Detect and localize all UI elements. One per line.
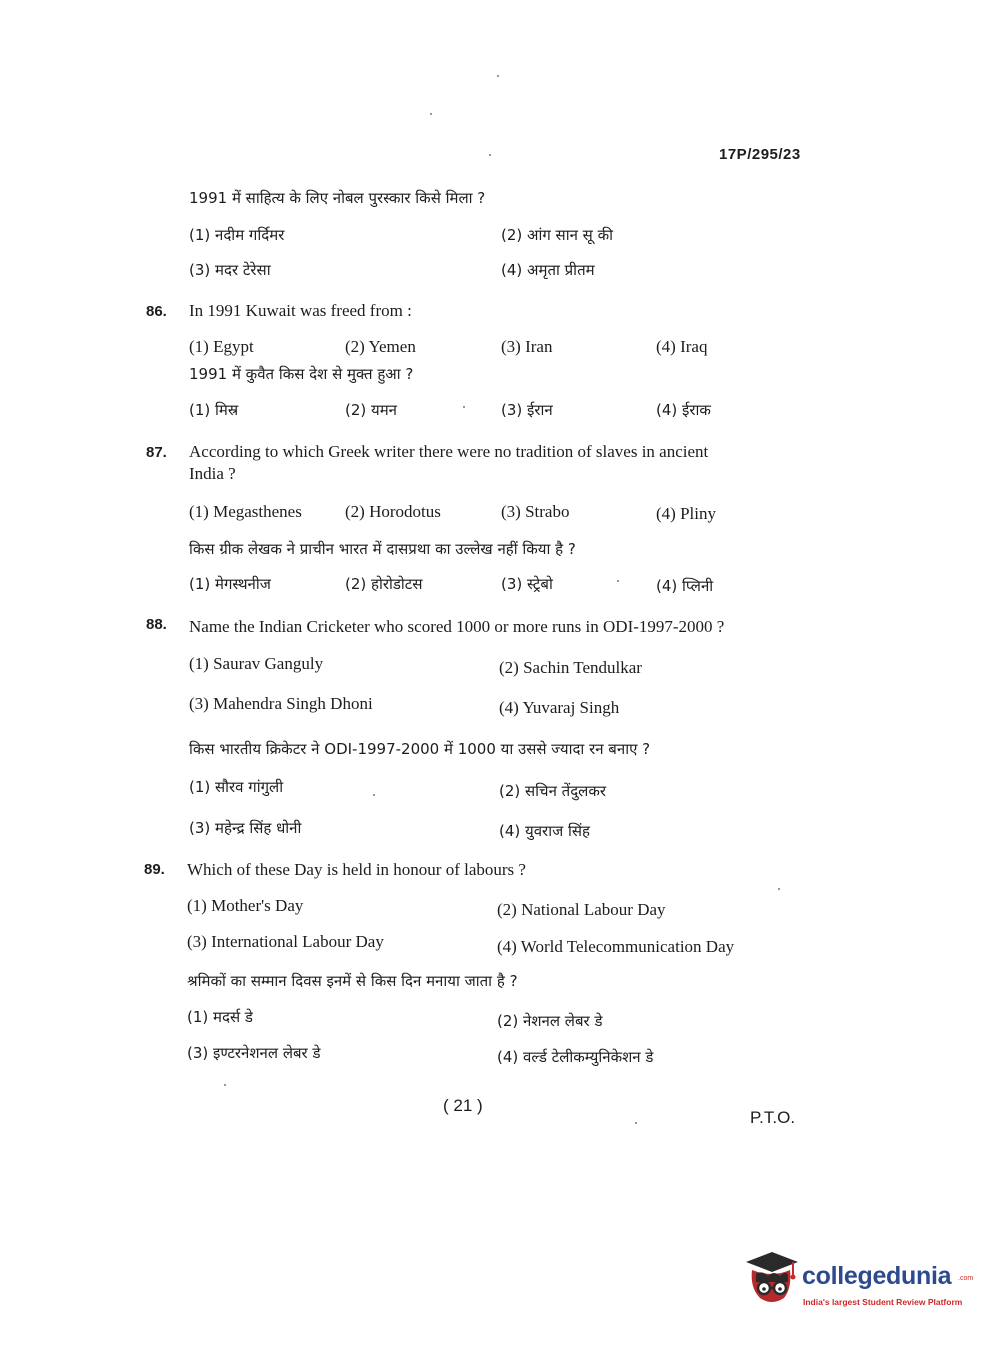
paper-code: 17P/295/23 bbox=[719, 146, 801, 163]
q87-option-3: (3) Strabo bbox=[501, 502, 570, 521]
scan-speck bbox=[489, 154, 491, 156]
q89-option-3: (3) International Labour Day bbox=[187, 932, 384, 951]
q85-hindi-option-3: (3) मदर टेरेसा bbox=[189, 261, 271, 279]
q86-number: 86. bbox=[146, 303, 167, 320]
q86-option-4: (4) Iraq bbox=[656, 337, 708, 356]
q86-option-3: (3) Iran bbox=[501, 337, 553, 356]
q87-option-2: (2) Horodotus bbox=[345, 502, 441, 521]
q88-hindi-option-1: (1) सौरव गांगुली bbox=[189, 778, 284, 796]
q88-hindi-question: किस भारतीय क्रिकेटर ने ODI-1997-2000 में 1000 या उससे ज्यादा रन बनाए ? bbox=[189, 740, 651, 758]
q86-hindi-option-4: (4) ईराक bbox=[656, 401, 711, 419]
scan-speck bbox=[778, 888, 780, 890]
q89-hindi-question: श्रमिकों का सम्मान दिवस इनमें से किस दिन मनाया जाता है ? bbox=[187, 972, 518, 990]
q88-option-2: (2) Sachin Tendulkar bbox=[499, 658, 642, 677]
q85-hindi-question: 1991 में साहित्य के लिए नोबल पुरस्कार किसे मिला ? bbox=[189, 189, 486, 207]
q86-hindi-option-1: (1) मिस्र bbox=[189, 401, 239, 419]
scan-speck bbox=[617, 580, 619, 582]
scan-speck bbox=[430, 113, 432, 115]
page-number: ( 21 ) bbox=[443, 1096, 483, 1115]
q87-question-line1: According to which Greek writer there were no tradition of slaves in ancient bbox=[189, 442, 709, 461]
q86-option-1: (1) Egypt bbox=[189, 337, 254, 356]
q85-hindi-option-4: (4) अमृता प्रीतम bbox=[501, 261, 595, 279]
q89-option-1: (1) Mother's Day bbox=[187, 896, 304, 915]
q88-hindi-option-4: (4) युवराज सिंह bbox=[499, 822, 590, 840]
q86-option-2: (2) Yemen bbox=[345, 337, 416, 356]
q86-hindi-option-2: (2) यमन bbox=[345, 401, 398, 419]
q89-hindi-option-2: (2) नेशनल लेबर डे bbox=[497, 1012, 603, 1030]
collegedunia-logo-mark bbox=[742, 1248, 802, 1308]
q85-hindi-option-1: (1) नदीम गर्दिमर bbox=[189, 226, 285, 244]
q86-hindi-option-3: (3) ईरान bbox=[501, 401, 553, 419]
scan-speck bbox=[373, 794, 375, 796]
q88-question: Name the Indian Cricketer who scored 1000 or more runs in ODI-1997-2000 ? bbox=[189, 617, 725, 636]
q89-hindi-option-1: (1) मदर्स डे bbox=[187, 1008, 253, 1026]
q87-option-1: (1) Megasthenes bbox=[189, 502, 302, 521]
q87-hindi-question: किस ग्रीक लेखक ने प्राचीन भारत में दासप्रथा का उल्लेख नहीं किया है ? bbox=[189, 540, 576, 558]
collegedunia-logo-dotcom: .com bbox=[958, 1275, 974, 1282]
q88-option-4: (4) Yuvaraj Singh bbox=[499, 698, 620, 717]
q87-hindi-option-2: (2) होरोडोटस bbox=[345, 575, 423, 593]
q89-hindi-option-3: (3) इण्टरनेशनल लेबर डे bbox=[187, 1044, 321, 1062]
q89-option-2: (2) National Labour Day bbox=[497, 900, 666, 919]
q88-number: 88. bbox=[146, 616, 167, 633]
q88-hindi-option-2: (2) सचिन तेंदुलकर bbox=[499, 782, 606, 800]
q89-option-4: (4) World Telecommunication Day bbox=[497, 937, 735, 956]
scan-speck bbox=[497, 75, 499, 77]
q89-question: Which of these Day is held in honour of labours ? bbox=[187, 860, 526, 879]
q88-option-1: (1) Saurav Ganguly bbox=[189, 654, 324, 673]
q87-number: 87. bbox=[146, 444, 167, 461]
scan-speck bbox=[635, 1122, 637, 1124]
q87-option-4: (4) Pliny bbox=[656, 504, 716, 523]
q87-hindi-option-1: (1) मेगस्थनीज bbox=[189, 575, 271, 593]
collegedunia-logo-text: collegedunia bbox=[802, 1262, 952, 1290]
collegedunia-tagline: India's largest Student Review Platform bbox=[803, 1297, 963, 1307]
q88-option-3: (3) Mahendra Singh Dhoni bbox=[189, 694, 373, 713]
q88-hindi-option-3: (3) महेन्द्र सिंह धोनी bbox=[189, 819, 302, 837]
q86-hindi-question: 1991 में कुवैत किस देश से मुक्त हुआ ? bbox=[189, 365, 414, 383]
q87-hindi-option-4: (4) प्लिनी bbox=[656, 577, 714, 595]
q85-hindi-option-2: (2) आंग सान सू की bbox=[501, 226, 613, 244]
student-mascot-icon bbox=[742, 1248, 802, 1308]
q86-question: In 1991 Kuwait was freed from : bbox=[189, 301, 412, 320]
scan-speck bbox=[224, 1084, 226, 1086]
scan-speck bbox=[463, 406, 465, 408]
pto-label: P.T.O. bbox=[750, 1108, 796, 1127]
q89-number: 89. bbox=[144, 861, 165, 878]
q87-question-line2: India ? bbox=[189, 464, 236, 483]
q89-hindi-option-4: (4) वर्ल्ड टेलीकम्युनिकेशन डे bbox=[497, 1048, 654, 1066]
q87-hindi-option-3: (3) स्ट्रेबो bbox=[501, 575, 553, 593]
